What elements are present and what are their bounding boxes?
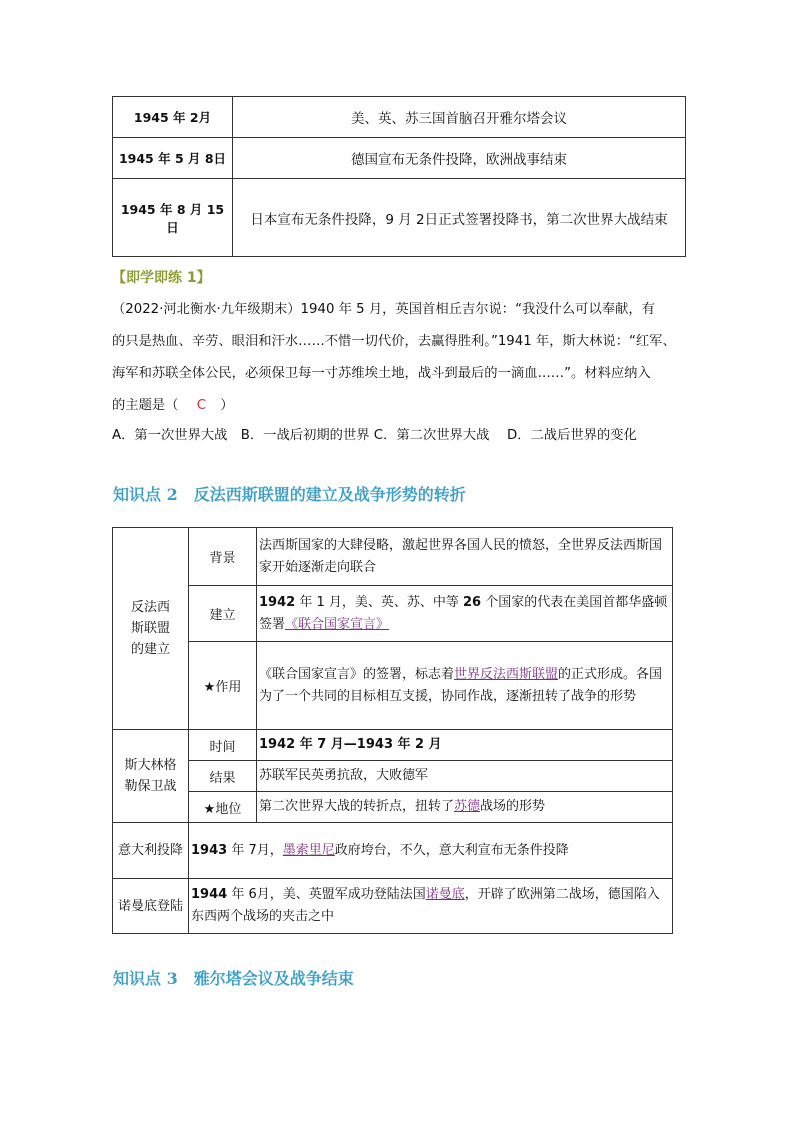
content-text: 年 7月， (227, 842, 283, 858)
kp3-title: 知识点 3 雅尔塔会议及战争结束 (113, 969, 354, 988)
timeline-date: 1945 年 2月 (113, 97, 233, 138)
category-label: 意大利投降 (113, 823, 189, 879)
exercise-title: 【即学即练 1】 (112, 270, 211, 286)
content-cell (189, 879, 673, 934)
table-row (113, 730, 673, 761)
table-row (113, 879, 673, 934)
table-row (113, 528, 673, 586)
kp2-table (112, 527, 673, 934)
timeline-date: 1945 年 8 月 15 日 (113, 179, 233, 257)
question-options: A．第一次世界大战 B．一战后初期的世界 C．第二次世界大战 D．二战后世界的变化 (112, 428, 637, 443)
timeline-event: 日本宣布无条件投降，9 月 2日正式签署投降书，第二次世界大战结束 (233, 179, 686, 257)
content-cell (257, 586, 673, 642)
timeline-date: 1945 年 5 月 8日 (113, 138, 233, 179)
category-label: 诺曼底登陆 (113, 879, 189, 934)
question-line: 海军和苏联全体公民，必须保卫每一寸苏维埃土地，战斗到最后的一滴血……”。材料应纳入 (112, 366, 651, 381)
date-text: 1943 (191, 842, 228, 858)
content-text: 年 1 月，美、英、苏、中等 (295, 594, 463, 610)
count-text: 26 (463, 594, 482, 610)
content-text: 政府垮台，不久，意大利宣布无条件投降 (334, 842, 569, 858)
content-text: 战场的形势 (480, 799, 546, 814)
keyword-link: 墨索里尼 (282, 842, 335, 858)
category-cell (113, 528, 189, 730)
table-row (113, 761, 673, 792)
sub-label: 背景 (189, 528, 257, 586)
content-cell: 1942 年 7 月—1943 年 2 月 (257, 730, 673, 761)
content-cell (257, 642, 673, 730)
question-line: 的只是热血、辛劳、眼泪和汗水……不惜一切代价，去赢得胜利。”1941 年，斯大林说：“红军、 (112, 334, 676, 349)
timeline-event: 德国宣布无条件投降，欧洲战事结束 (233, 138, 686, 179)
date-text: 1944 (191, 887, 228, 902)
kp2-title: 知识点 2 反法西斯联盟的建立及战争形势的转折 (113, 485, 466, 504)
content-text: 《联合国家宣言》的签署，标志着 (259, 666, 455, 682)
content-text: ，开辟了欧洲第二战场，德国陷入东西两个战场的夹击之中 (191, 887, 660, 924)
question-line: （2022·河北衡水·九年级期末）1940 年 5 月，英国首相丘吉尔说：“我没什么可以奉献，有 (112, 302, 655, 317)
question-stem-end (112, 394, 234, 413)
keyword-link: 《联合国家宣言》 (285, 616, 390, 632)
keyword-link: 诺曼底 (425, 887, 465, 902)
timeline-table (112, 96, 686, 257)
category-cell (113, 730, 189, 823)
content-cell: 苏联军民英勇抗敌，大败德军 (257, 761, 673, 792)
category-label: 斯大林格勒保卫战 (124, 758, 177, 794)
date-text: 1942 (259, 594, 296, 610)
content-cell: 法西斯国家的大肆侵略，激起世界各国人民的愤怒，全世界反法西斯国家开始逐渐走向联合 (257, 528, 673, 586)
sub-label: 建立 (189, 586, 257, 642)
table-row (113, 823, 673, 879)
timeline-event: 美、英、苏三国首脑召开雅尔塔会议 (233, 97, 686, 138)
table-row (113, 586, 673, 642)
content-text: 个国家的代表在美国首都华盛顿签署 (259, 594, 668, 632)
sub-label: ★地位 (189, 792, 257, 823)
content-cell (189, 823, 673, 879)
content-text: 第二次世界大战的转折点，扭转了 (259, 799, 455, 814)
answer-mark: C (196, 398, 207, 413)
sub-label: 结果 (189, 761, 257, 792)
content-text: 的正式形成。各国为了一个共同的目标相互支援，协同作战，逐渐扭转了战争的形势 (259, 666, 663, 704)
timeline-row (113, 97, 686, 138)
stem-text: ） (220, 398, 234, 413)
keyword-link: 世界反法西斯联盟 (454, 666, 559, 682)
table-row (113, 792, 673, 823)
timeline-row (113, 179, 686, 257)
sub-label: ★作用 (189, 642, 257, 730)
keyword-link: 苏德 (454, 799, 481, 814)
content-cell (257, 792, 673, 823)
content-text: 年 6月，美、英盟军成功登陆法国 (227, 887, 426, 902)
sub-label: 时间 (189, 730, 257, 761)
timeline-row (113, 138, 686, 179)
table-row (113, 642, 673, 730)
category-label: 反法西斯联盟的建立 (130, 600, 170, 657)
stem-text: 的主题是（ (112, 398, 179, 413)
